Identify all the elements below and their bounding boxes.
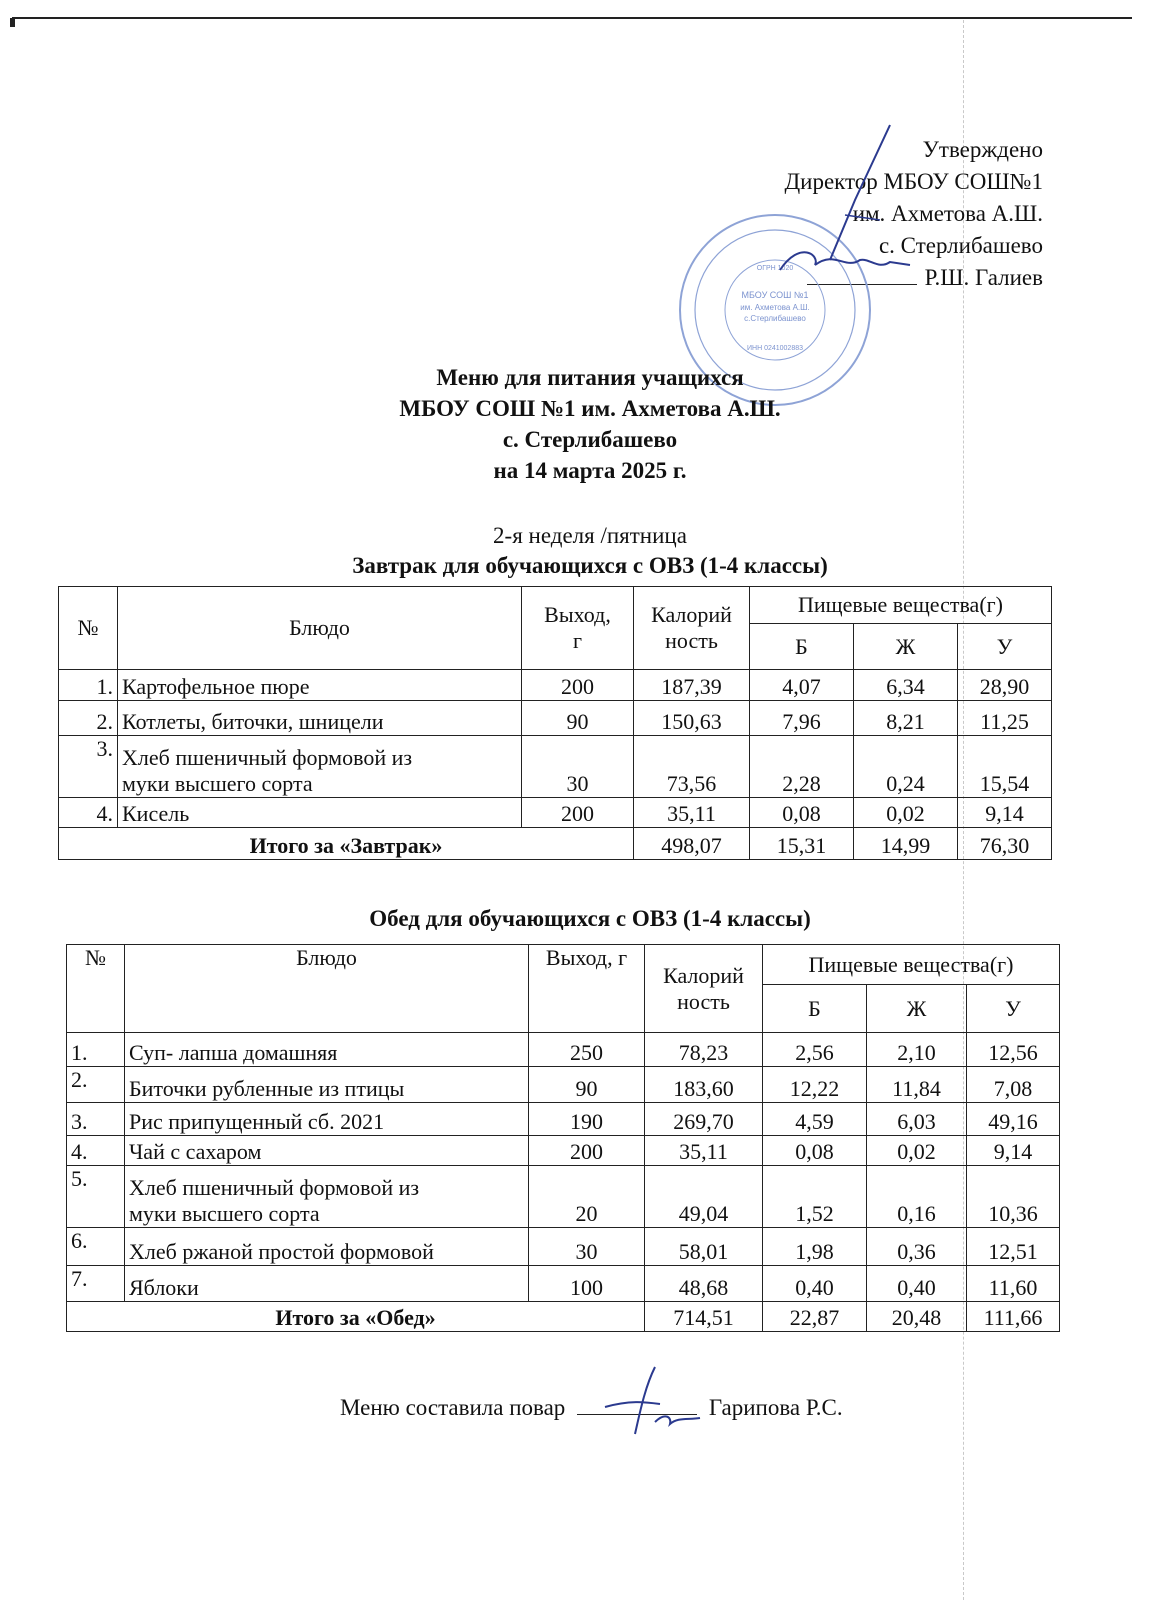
row-calories: 58,01 [645,1228,763,1266]
row-u: 10,36 [967,1166,1060,1228]
row-no: 6. [67,1228,125,1266]
row-b: 1,98 [763,1228,867,1266]
title-line-3: с. Стерлибашево [502,427,678,452]
col-header-nutrients: Пищевые вещества(г) [763,945,1060,985]
row-zh: 0,02 [867,1136,967,1166]
total-row [59,828,1052,860]
footer-prefix: Меню составила повар [340,1395,566,1420]
row-output: 200 [522,798,634,828]
table-row [67,1228,1060,1266]
total-b: 22,87 [763,1302,867,1332]
row-u: 9,14 [967,1136,1060,1166]
col-header-no: № [59,587,118,670]
row-no: 3. [59,736,118,798]
total-zh: 14,99 [854,828,958,860]
row-output: 90 [529,1067,645,1103]
total-calories: 714,51 [645,1302,763,1332]
row-calories: 48,68 [645,1266,763,1302]
row-output: 250 [529,1033,645,1067]
row-u: 11,25 [958,701,1052,736]
director-signature [760,120,940,290]
col-header-calories: Калорий ность [634,587,750,670]
row-output: 90 [522,701,634,736]
cook-signature [600,1362,710,1442]
row-dish: Яблоки [125,1266,529,1302]
table-row [59,670,1052,701]
col-header-nutrients: Пищевые вещества(г) [750,587,1052,624]
approval-line-4: с. Стерлибашево [878,233,1043,258]
total-label: Итого за «Обед» [67,1302,645,1332]
row-output: 20 [529,1166,645,1228]
row-output: 200 [529,1136,645,1166]
page-title [0,362,1163,486]
row-zh: 11,84 [867,1067,967,1103]
row-output: 190 [529,1103,645,1136]
total-label: Итого за «Завтрак» [59,828,634,860]
row-no: 1. [67,1033,125,1067]
row-u: 12,51 [967,1228,1060,1266]
row-zh: 0,36 [867,1228,967,1266]
row-zh: 6,03 [867,1103,967,1136]
col-header-calories: Калорий ность [645,945,763,1033]
row-b: 12,22 [763,1067,867,1103]
row-output: 30 [522,736,634,798]
row-output: 200 [522,670,634,701]
table-row [59,701,1052,736]
row-u: 11,60 [967,1266,1060,1302]
approval-line-2: Директор МБОУ СОШ№1 [784,169,1043,194]
row-calories: 183,60 [645,1067,763,1103]
stamp-line-4: ОГРН 1020 [756,265,794,272]
row-b: 4,07 [750,670,854,701]
col-header-no: № [67,945,125,1033]
col-header-zh: Ж [867,985,967,1033]
approval-line-3: им. Ахметова А.Ш. [852,201,1043,226]
row-calories: 187,39 [634,670,750,701]
table-row [67,1033,1060,1067]
row-u: 15,54 [958,736,1052,798]
title-line-4: на 14 марта 2025 г. [493,458,687,483]
row-calories: 150,63 [634,701,750,736]
table-row [67,1266,1060,1302]
corner-mark [10,18,15,27]
stamp-line-5: ИНН 0241002883 [746,345,804,352]
row-b: 2,56 [763,1033,867,1067]
approval-line-1: Утверждено [922,137,1043,162]
total-u: 76,30 [958,828,1052,860]
week-label: 2-я неделя /пятница [493,523,687,548]
row-no: 3. [67,1103,125,1136]
row-dish: Чай с сахаром [125,1136,529,1166]
row-dish: Картофельное пюре [118,670,522,701]
table-row [67,1136,1060,1166]
row-calories: 269,70 [645,1103,763,1136]
row-b: 0,40 [763,1266,867,1302]
col-header-u: У [967,985,1060,1033]
table-row [67,1166,1060,1228]
row-output: 30 [529,1228,645,1266]
row-zh: 0,16 [867,1166,967,1228]
stamp-line-3: с.Стерлибашево [744,314,806,323]
row-zh: 0,40 [867,1266,967,1302]
row-no: 7. [67,1266,125,1302]
row-u: 49,16 [967,1103,1060,1136]
breakfast-table [58,586,1052,860]
row-u: 9,14 [958,798,1052,828]
row-b: 4,59 [763,1103,867,1136]
row-dish: Кисель [118,798,522,828]
director-name: Р.Ш. Галиев [924,265,1043,290]
total-b: 15,31 [750,828,854,860]
row-zh: 8,21 [854,701,958,736]
row-zh: 0,02 [854,798,958,828]
row-dish: Хлеб пшеничный формовой из муки высшего сорта [118,736,522,798]
col-header-u: У [958,624,1052,670]
col-header-b: Б [750,624,854,670]
row-no: 1. [59,670,118,701]
row-zh: 2,10 [867,1033,967,1067]
total-row [67,1302,1060,1332]
row-b: 7,96 [750,701,854,736]
row-calories: 35,11 [645,1136,763,1166]
row-dish: Котлеты, биточки, шницели [118,701,522,736]
row-no: 4. [59,798,118,828]
stamp-line-2: им. Ахметова А.Ш. [740,303,810,312]
cook-name: Гарипова Р.С. [708,1395,843,1420]
row-dish: Рис припущенный сб. 2021 [125,1103,529,1136]
col-header-output: Выход, г [522,587,634,670]
col-header-dish: Блюдо [125,945,529,1033]
row-zh: 6,34 [854,670,958,701]
table-row [59,798,1052,828]
total-u: 111,66 [967,1302,1060,1332]
row-u: 7,08 [967,1067,1060,1103]
row-calories: 78,23 [645,1033,763,1067]
row-no: 4. [67,1136,125,1166]
row-dish: Биточки рубленные из птицы [125,1067,529,1103]
row-dish: Хлеб пшеничный формовой из муки высшего сорта [125,1166,529,1228]
row-calories: 49,04 [645,1166,763,1228]
row-u: 28,90 [958,670,1052,701]
title-line-2: МБОУ СОШ №1 им. Ахметова А.Ш. [399,396,781,421]
lunch-table [66,944,1060,1332]
row-b: 0,08 [763,1136,867,1166]
row-b: 0,08 [750,798,854,828]
row-no: 2. [59,701,118,736]
row-b: 2,28 [750,736,854,798]
title-line-1: Меню для питания учащихся [436,365,744,390]
table-row [59,736,1052,798]
col-header-output: Выход, г [529,945,645,1033]
row-u: 12,56 [967,1033,1060,1067]
total-zh: 20,48 [867,1302,967,1332]
col-header-zh: Ж [854,624,958,670]
row-b: 1,52 [763,1166,867,1228]
table-row [67,1103,1060,1136]
row-calories: 73,56 [634,736,750,798]
row-zh: 0,24 [854,736,958,798]
row-no: 2. [67,1067,125,1103]
total-calories: 498,07 [634,828,750,860]
row-dish: Суп- лапша домашняя [125,1033,529,1067]
col-header-b: Б [763,985,867,1033]
table-row [67,1067,1060,1103]
lunch-title: Обед для обучающихся с ОВЗ (1-4 классы) [369,906,811,931]
col-header-dish: Блюдо [118,587,522,670]
stamp-line-1: МБОУ СОШ №1 [741,290,809,300]
row-calories: 35,11 [634,798,750,828]
row-dish: Хлеб ржаной простой формовой [125,1228,529,1266]
row-output: 100 [529,1266,645,1302]
breakfast-title: Завтрак для обучающихся с ОВЗ (1-4 классы) [352,553,828,578]
top-border-line [12,17,1132,19]
footer-line [340,1392,843,1421]
row-no: 5. [67,1166,125,1228]
